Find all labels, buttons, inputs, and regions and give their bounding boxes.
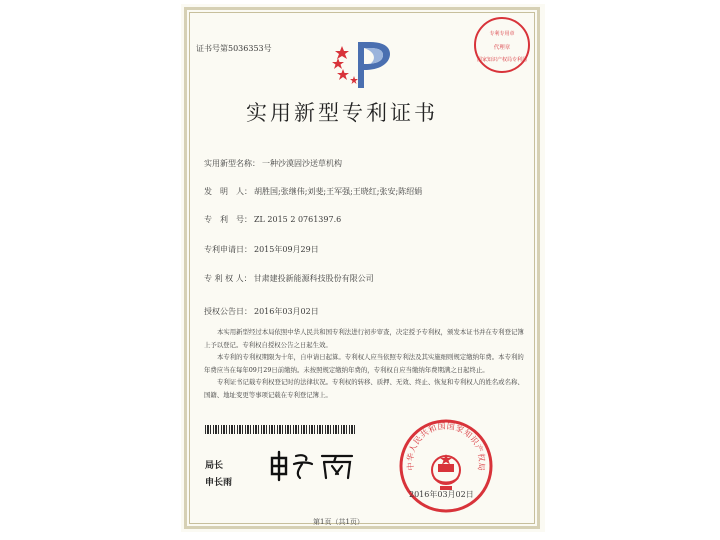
page-number: 第1页（共1页） [313,518,364,526]
certificate-number: 证书号第5036353号 [196,44,272,53]
field-patent-number [204,214,341,225]
seal-big-text: 中华人民共和国国家知识产权局 [405,421,487,472]
field-label: 授权公告日： [204,307,252,316]
director-name: 申长雨 [205,478,233,488]
field-label: 专 利 权 人： [204,274,252,283]
field-value: ZL 2015 2 0761397.6 [254,215,342,224]
field-value: 2015年09月29日 [254,245,319,254]
barcode [205,425,355,434]
field-value: 甘肃建投新能源科技股份有限公司 [253,274,374,283]
field-label: 专利申请日： [204,245,252,254]
director-signature [268,448,358,482]
seal-small-text: 国家知识产权局专利局 [476,57,528,63]
certificate-body [204,326,524,402]
field-label: 专 利 号： [204,215,252,224]
svg-text:专利专用章: 专利专用章 [489,31,515,37]
field-inventors [204,186,422,197]
field-utility-name [204,158,342,169]
field-value: 一种沙漠固沙送草机构 [262,159,342,168]
field-application-date [204,244,319,255]
field-label: 实用新型名称： [204,159,260,168]
body-paragraph: 本实用新型经过本局依照中华人民共和国专利法进行初步审查，决定授予专利权，颁发本证书并在专利登记簿上予以登记。专利权自授权公告之日起生效。 [204,328,524,349]
body-paragraph: 本专利的专利权期限为十年，自申请日起算。专利权人应当依照专利法及其实施细则规定缴纳年费。本专利的年费应当在每年09月29日前缴纳。未按照规定缴纳年费的，专利权自应当缴纳年费期满之日起终止。 [204,353,524,374]
field-label: 发 明 人： [204,187,252,196]
field-patentee [204,273,374,284]
seal-date: 2016年03月02日 [409,490,474,499]
body-paragraph: 专利证书记载专利权登记时的法律状况。专利权的转移、质押、无效、终止、恢复和专利权人的姓名或名称、国籍、地址变更等事项记载在专利登记簿上。 [204,378,524,399]
field-value: 胡胜国;张继伟;刘斐;王军强;王晓红;张安;陈绍娟 [254,187,423,196]
patent-office-logo-icon [320,36,402,92]
field-publication-date [204,306,319,317]
patent-office-seal-small [472,15,532,75]
field-value: 2016年03月02日 [254,307,319,316]
certificate-title: 实用新型专利证书 [246,101,438,125]
director-title: 局长 [205,461,224,471]
svg-text:代理章: 代理章 [493,45,511,51]
